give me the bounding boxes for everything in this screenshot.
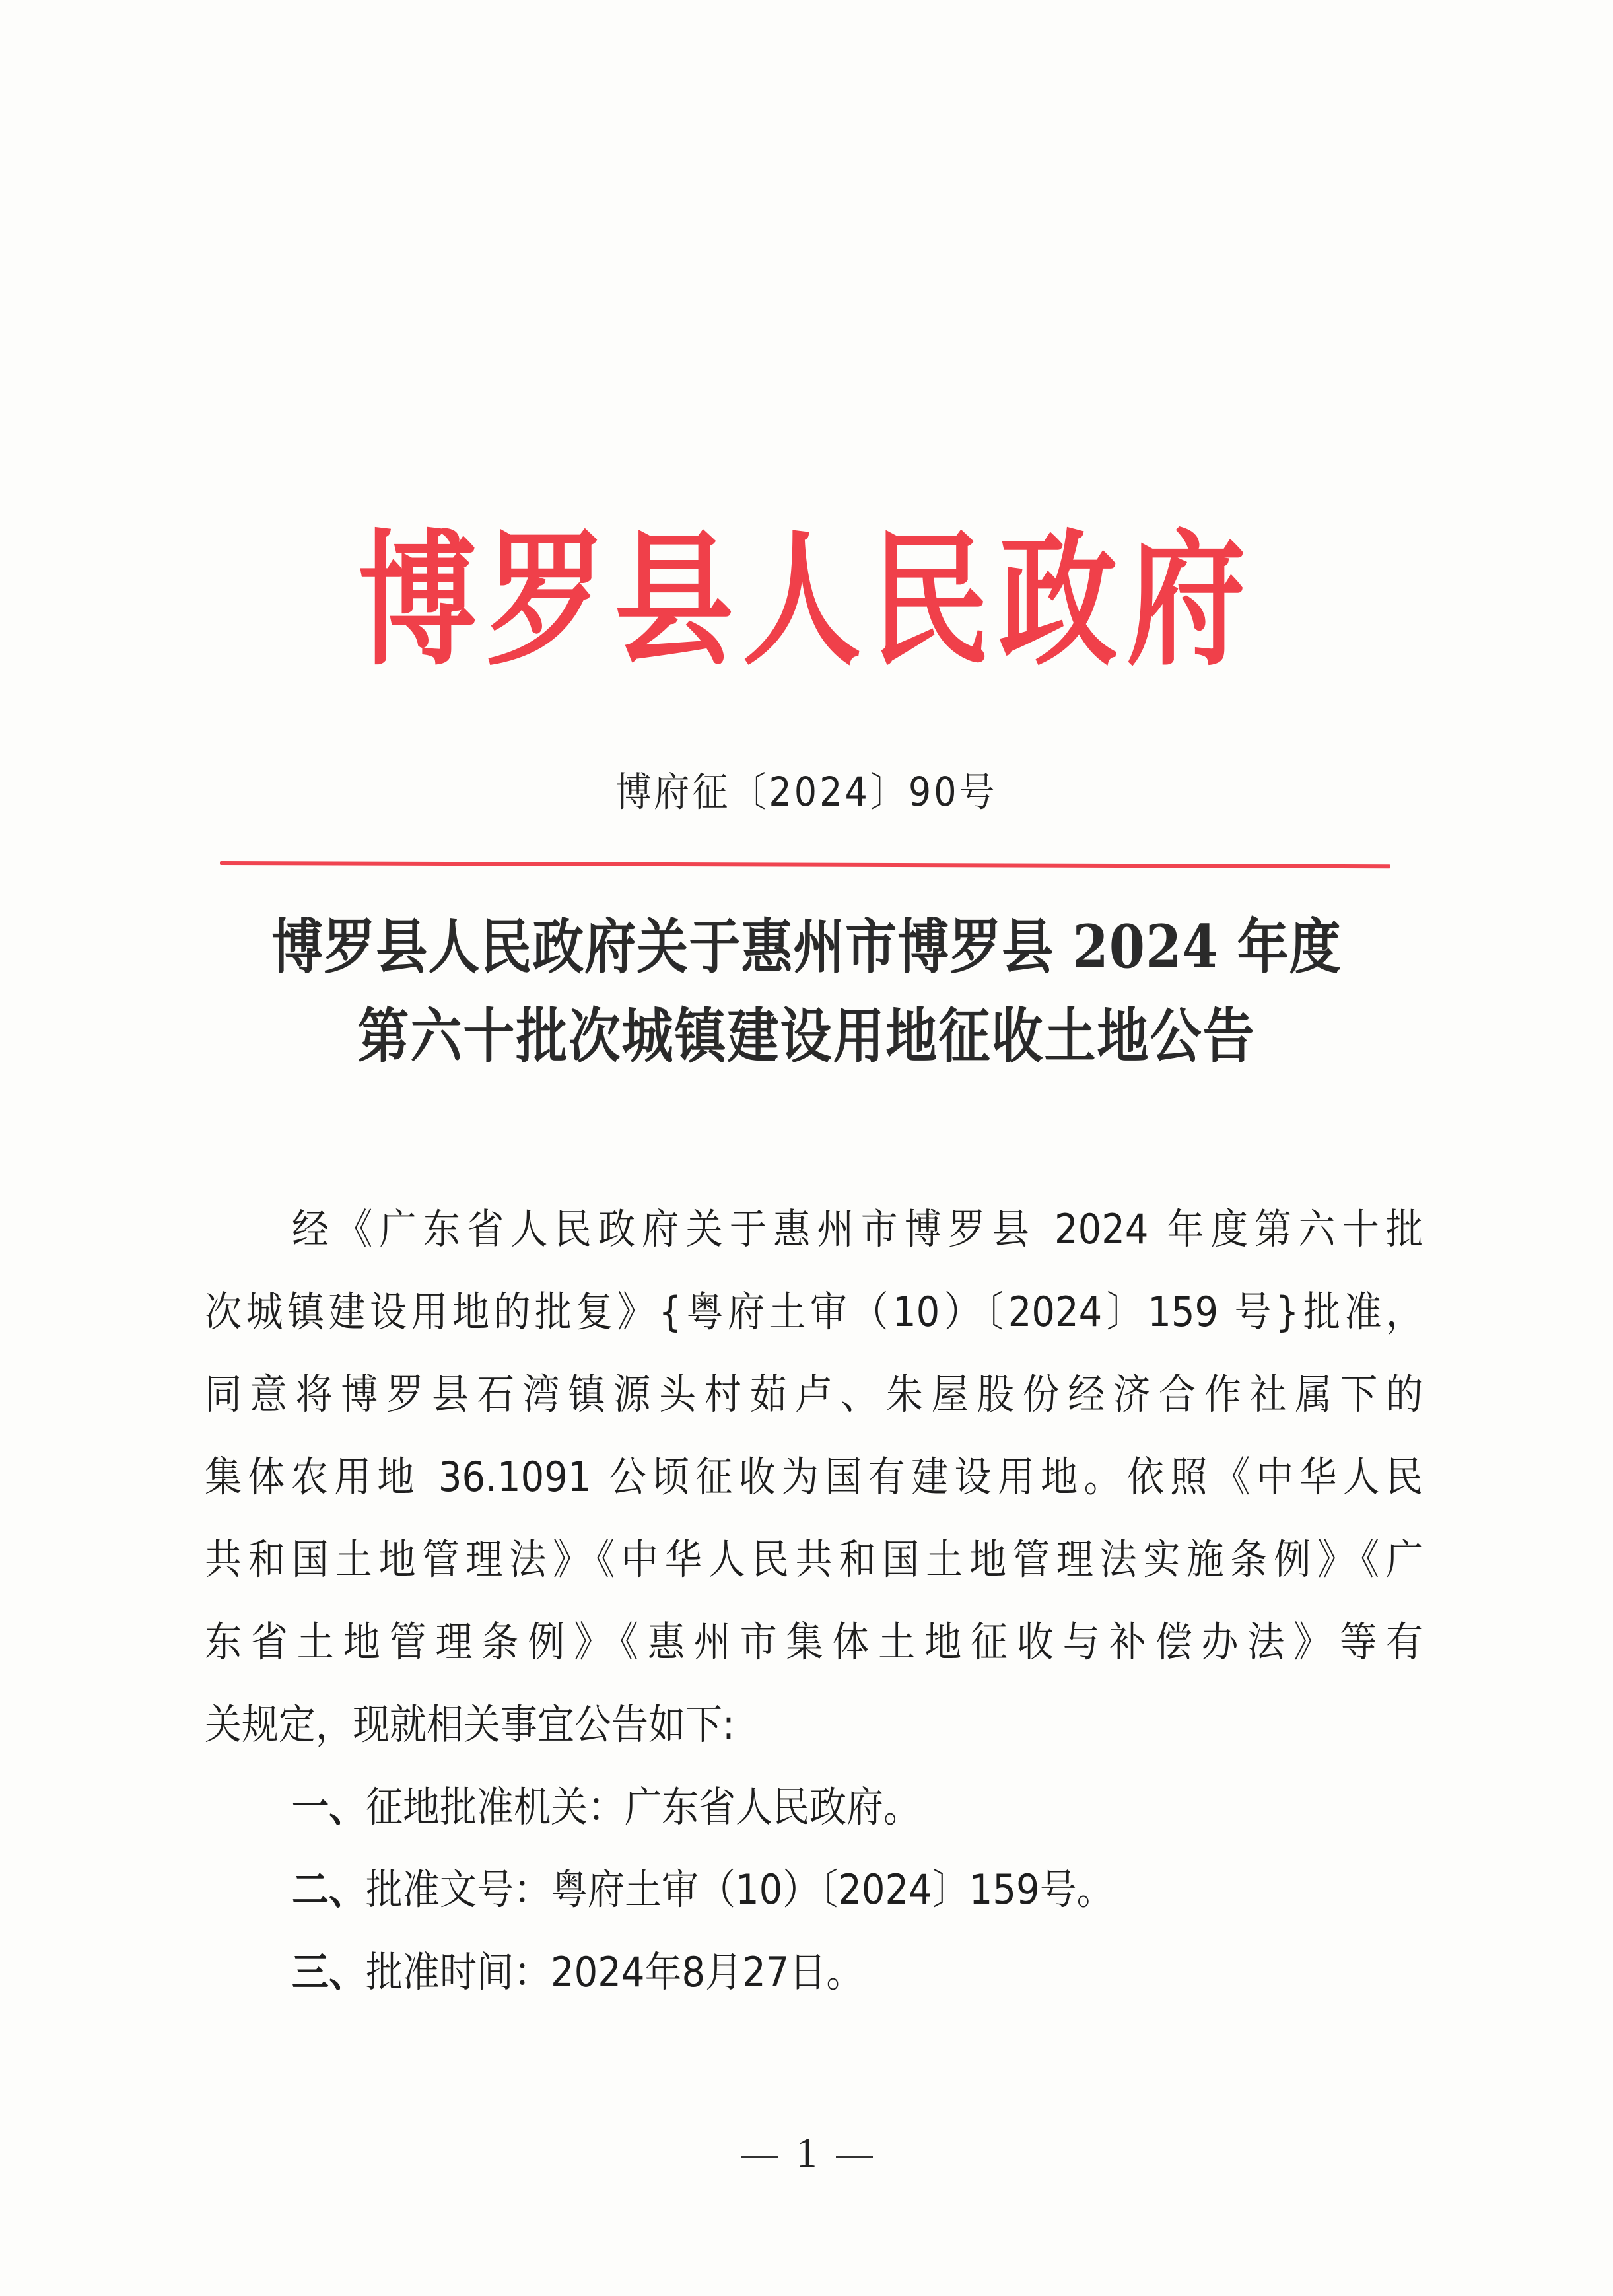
body-line: 共和国土地管理法》《中华人民共和国土地管理法实施条例》《广 <box>205 1536 1423 1584</box>
body-line: 东省土地管理条例》《惠州市集体土地征收与补偿办法》等有 <box>205 1618 1423 1667</box>
page-number-value: 1 <box>796 2129 817 2176</box>
list-item-approval-authority <box>205 1762 1423 1854</box>
notice-body <box>205 1189 1423 2014</box>
list-value: 广东省人民政府。 <box>625 1784 920 1832</box>
list-item-approval-date <box>205 1927 1423 2019</box>
list-item-approval-number <box>205 1844 1423 1937</box>
page-number-dash-right <box>836 2156 873 2158</box>
list-label: 征地批准机关： <box>366 1784 625 1832</box>
body-line: 关规定，现就相关事宜公告如下: <box>205 1701 735 1749</box>
body-line: 经《广东省人民政府关于惠州市博罗县 2024 年度第六十批 <box>292 1206 1423 1254</box>
notice-title-line-2: 第六十批次城镇建设用地征收土地公告 <box>357 1002 1256 1071</box>
list-marker: 三、 <box>292 1949 366 1997</box>
masthead-title: 博罗县人民政府 <box>358 515 1255 686</box>
body-line: 集体农用地 36.1091 公顷征收为国有建设用地。依照《中华人民 <box>205 1453 1423 1502</box>
list-marker: 二、 <box>292 1866 366 1914</box>
notice-title-line-1: 博罗县人民政府关于惠州市博罗县 2024 年度 <box>271 913 1342 982</box>
list-label: 批准文号： <box>366 1866 551 1914</box>
red-separator-line <box>220 861 1390 868</box>
page-number <box>0 2126 1613 2179</box>
document-number: 博府征〔2024〕90号 <box>615 769 998 816</box>
body-line: 同意将博罗县石湾镇源头村茹卢、朱屋股份经济合作社属下的 <box>205 1371 1423 1419</box>
list-value: 粤府土审（10）〔2024〕159号。 <box>551 1866 1114 1914</box>
page-number-dash-left <box>741 2156 778 2158</box>
body-line: 次城镇建设用地的批复》{粤府土审（10）〔2024〕159 号}批准， <box>205 1288 1424 1337</box>
list-marker: 一、 <box>292 1784 366 1832</box>
list-label: 批准时间： <box>366 1949 551 1997</box>
list-value: 2024年8月27日。 <box>551 1949 864 1997</box>
